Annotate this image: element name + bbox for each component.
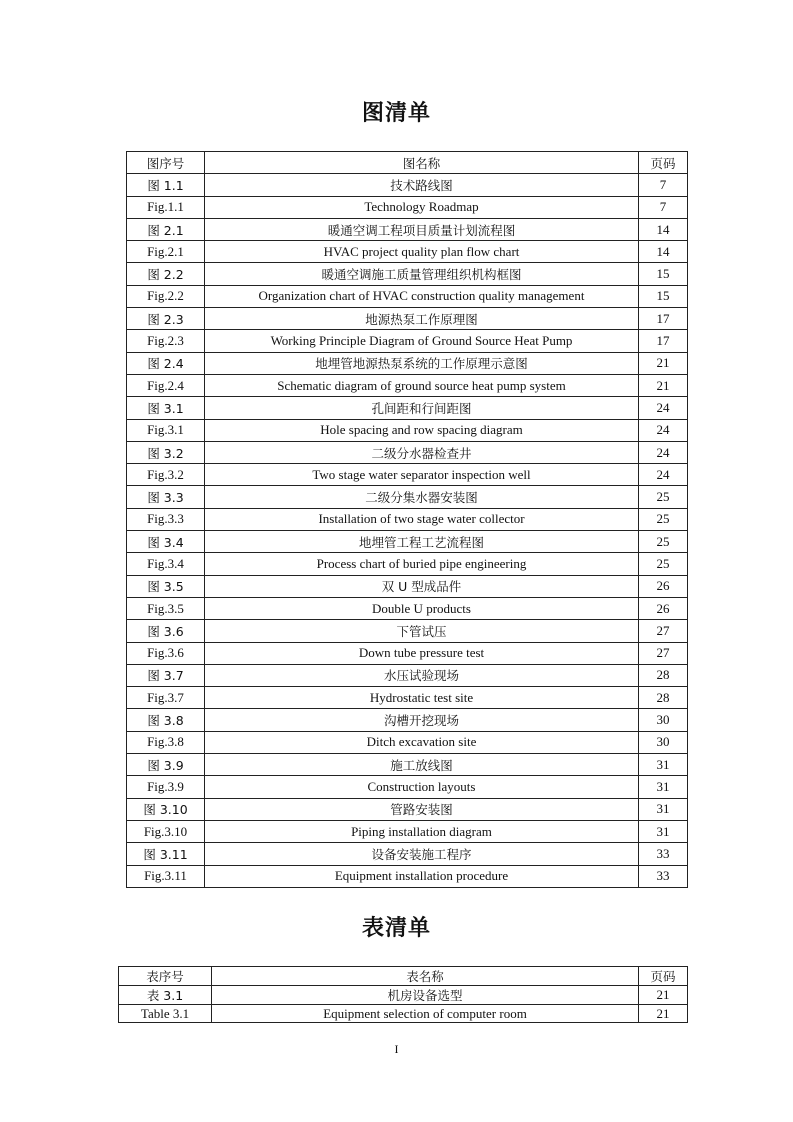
page-number-cell: 7 [639,196,688,218]
page-number-cell: 24 [639,397,688,419]
table-row [127,597,688,619]
table-list-table [118,966,688,1023]
table-header-row [119,967,688,986]
figure-number-cell: 图 3.3 [127,486,205,508]
figure-name-cell: Organization chart of HVAC construction quality management [205,285,639,307]
table-row [127,687,688,709]
table-header-row [127,152,688,174]
table-row [119,986,688,1005]
figure-number-cell: Fig.3.3 [127,508,205,530]
figure-name-cell: Hole spacing and row spacing diagram [205,419,639,441]
figure-number-cell: Fig.2.4 [127,374,205,396]
table-row [127,441,688,463]
table-row [119,1005,688,1023]
page-number-cell: 31 [639,776,688,798]
page-number-cell: 27 [639,620,688,642]
page-number-cell: 25 [639,531,688,553]
figure-name-cell: Hydrostatic test site [205,687,639,709]
table-row [127,419,688,441]
page-number-cell: 17 [639,330,688,352]
page-number-cell: 27 [639,642,688,664]
figure-number-cell: Fig.1.1 [127,196,205,218]
figure-number-cell: Fig.3.5 [127,597,205,619]
table-row [127,664,688,686]
table-row [127,241,688,263]
page-number-cell: 24 [639,441,688,463]
table-name-cell: 机房设备选型 [212,986,639,1005]
figure-number-cell: Fig.3.1 [127,419,205,441]
figure-number-cell: 图 2.2 [127,263,205,285]
figure-name-cell: Ditch excavation site [205,731,639,753]
table-row [127,486,688,508]
table-row [127,508,688,530]
page-number-cell: 31 [639,754,688,776]
figure-number-cell: 图 3.2 [127,441,205,463]
header-table-name: 表名称 [212,967,639,986]
table-row [127,196,688,218]
table-row [127,843,688,865]
figure-number-cell: Fig.3.7 [127,687,205,709]
figure-name-cell: 孔间距和行间距图 [205,397,639,419]
page-number-cell: 26 [639,575,688,597]
table-row [127,531,688,553]
figure-number-cell: Fig.3.4 [127,553,205,575]
page-number-cell: 15 [639,285,688,307]
page-number-cell: 30 [639,731,688,753]
page-number-cell: 28 [639,664,688,686]
figure-number-cell: 图 3.7 [127,664,205,686]
page-number-cell: 31 [639,820,688,842]
table-number-cell: Table 3.1 [119,1005,212,1023]
table-list-body [119,967,688,1023]
page-number-cell: 28 [639,687,688,709]
page-number-cell: 26 [639,597,688,619]
figure-name-cell: Working Principle Diagram of Ground Source Heat Pump [205,330,639,352]
table-row [127,330,688,352]
page-number-cell: 24 [639,419,688,441]
table-row [127,352,688,374]
figure-name-cell: Technology Roadmap [205,196,639,218]
table-row [127,464,688,486]
header-table-number: 表序号 [119,967,212,986]
figure-name-cell: 沟槽开挖现场 [205,709,639,731]
table-row [127,865,688,887]
figure-name-cell: 暖通空调工程项目质量计划流程图 [205,218,639,240]
page-number-cell: 21 [639,352,688,374]
figure-number-cell: 图 2.1 [127,218,205,240]
page-number-cell: 25 [639,553,688,575]
page-number-cell: 31 [639,798,688,820]
figure-name-cell: Down tube pressure test [205,642,639,664]
page-number-cell: 14 [639,241,688,263]
table-row [127,776,688,798]
figure-name-cell: Construction layouts [205,776,639,798]
figure-number-cell: 图 3.9 [127,754,205,776]
page-number-cell: 33 [639,843,688,865]
figure-list-title: 图清单 [361,101,431,126]
figure-number-cell: 图 3.1 [127,397,205,419]
page-number-cell: 7 [639,174,688,196]
figure-number-cell: Fig.3.10 [127,820,205,842]
page-number-cell: 17 [639,308,688,330]
page-number-cell: 21 [639,1005,688,1023]
figure-name-cell: Piping installation diagram [205,820,639,842]
figure-number-cell: Fig.2.3 [127,330,205,352]
page-number-cell: 30 [639,709,688,731]
figure-number-cell: 图 3.8 [127,709,205,731]
table-row [127,642,688,664]
figure-number-cell: Fig.3.11 [127,865,205,887]
figure-name-cell: 暖通空调施工质量管理组织机构框图 [205,263,639,285]
figure-number-cell: Fig.3.8 [127,731,205,753]
table-row [127,798,688,820]
figure-number-cell: 图 1.1 [127,174,205,196]
table-row [127,263,688,285]
page-number-cell: 24 [639,464,688,486]
figure-name-cell: 地埋管地源热泵系统的工作原理示意图 [205,352,639,374]
table-row [127,575,688,597]
figure-name-cell: Process chart of buried pipe engineering [205,553,639,575]
table-name-cell: Equipment selection of computer room [212,1005,639,1023]
page-number-cell: 15 [639,263,688,285]
table-row [127,374,688,396]
page-number-cell: 21 [639,986,688,1005]
figure-number-cell: 图 3.11 [127,843,205,865]
table-row [127,174,688,196]
figure-name-cell: Installation of two stage water collector [205,508,639,530]
figure-name-cell: Double U products [205,597,639,619]
figure-name-cell: 二级分水器检查井 [205,441,639,463]
table-row [127,754,688,776]
figure-number-cell: Fig.3.2 [127,464,205,486]
figure-number-cell: Fig.2.2 [127,285,205,307]
figure-number-cell: 图 3.4 [127,531,205,553]
figure-name-cell: 技术路线图 [205,174,639,196]
figure-name-cell: Equipment installation procedure [205,865,639,887]
figure-number-cell: 图 3.6 [127,620,205,642]
figure-name-cell: 水压试验现场 [205,664,639,686]
table-row [127,709,688,731]
figure-name-cell: 双 U 型成品件 [205,575,639,597]
figure-number-cell: Fig.3.9 [127,776,205,798]
figure-name-cell: 管路安装图 [205,798,639,820]
page-number-cell: 14 [639,218,688,240]
table-row [127,218,688,240]
table-row [127,620,688,642]
figure-list-table [126,151,688,888]
page-number-cell: 25 [639,508,688,530]
figure-name-cell: 地埋管工程工艺流程图 [205,531,639,553]
figure-name-cell: HVAC project quality plan flow chart [205,241,639,263]
figure-number-cell: Fig.3.6 [127,642,205,664]
table-row [127,308,688,330]
figure-name-cell: 地源热泵工作原理图 [205,308,639,330]
page-number: I [394,1042,399,1056]
header-page-number: 页码 [639,152,688,174]
figure-number-cell: 图 3.10 [127,798,205,820]
page-number-cell: 33 [639,865,688,887]
figure-number-cell: 图 3.5 [127,575,205,597]
figure-name-cell: 下管试压 [205,620,639,642]
header-figure-number: 图序号 [127,152,205,174]
table-row [127,731,688,753]
table-row [127,397,688,419]
figure-name-cell: Schematic diagram of ground source heat pump system [205,374,639,396]
header-page-number: 页码 [639,967,688,986]
page-number-cell: 21 [639,374,688,396]
header-figure-name: 图名称 [205,152,639,174]
table-number-cell: 表 3.1 [119,986,212,1005]
table-row [127,285,688,307]
figure-name-cell: 设备安装施工程序 [205,843,639,865]
page-number-cell: 25 [639,486,688,508]
figure-list-body [127,152,688,888]
figure-name-cell: Two stage water separator inspection well [205,464,639,486]
table-list-title: 表清单 [361,916,431,941]
figure-number-cell: 图 2.3 [127,308,205,330]
figure-name-cell: 施工放线图 [205,754,639,776]
table-row [127,553,688,575]
figure-number-cell: Fig.2.1 [127,241,205,263]
figure-name-cell: 二级分集水器安装图 [205,486,639,508]
table-row [127,820,688,842]
figure-number-cell: 图 2.4 [127,352,205,374]
